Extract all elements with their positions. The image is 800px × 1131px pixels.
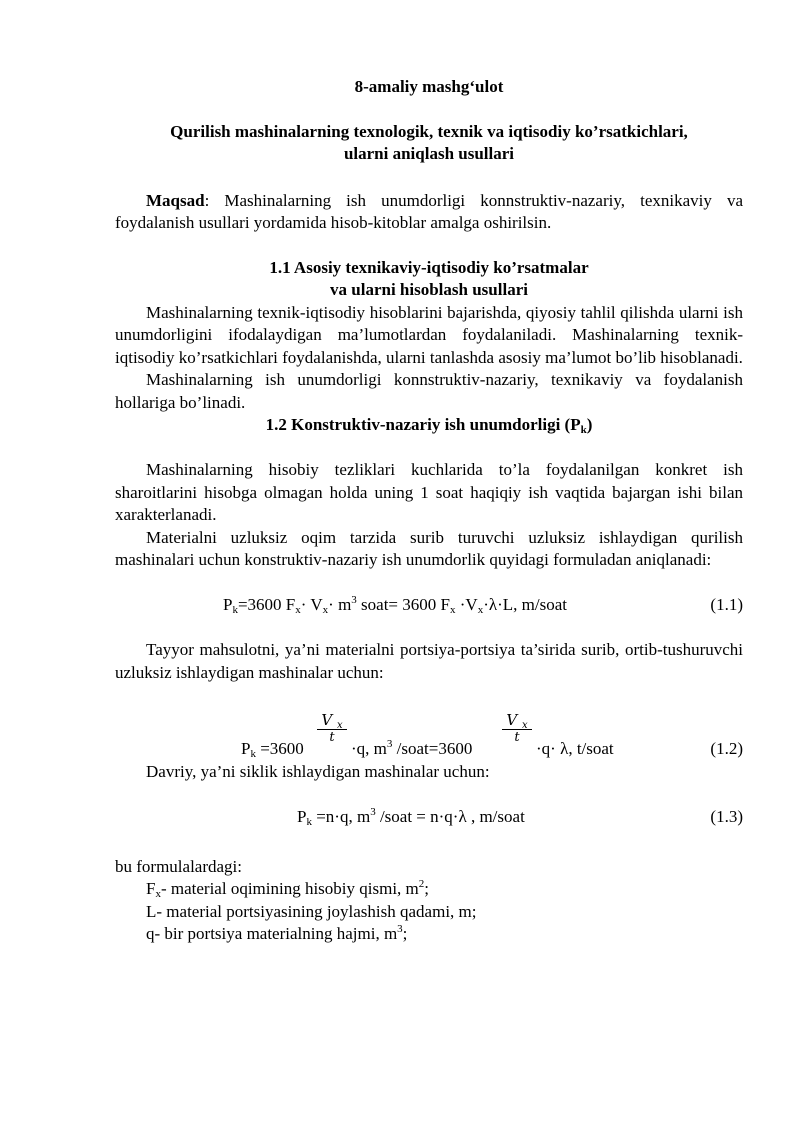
formula-1-3-expression: $P_k =n\cdot q$, $m^3$ /soat = n·q·λ , m/soat xyxy=(297,806,525,828)
formula-1-2 xyxy=(115,694,743,766)
formula-1-3 xyxy=(115,806,743,829)
section-1-1-paragraph-2: Mashinalarning ish unumdorligi konnstruktiv-nazariy, texnikaviy va foydalanish hollariga bo’linadi. xyxy=(115,370,743,412)
formula-1-1 xyxy=(115,594,743,617)
legend-intro: bu formulalardagi: xyxy=(115,856,242,876)
section-1-1-heading-line-1: 1.1 Asosiy texnikaviy-iqtisodiy ko’rsatmalar xyxy=(269,257,589,277)
section-1-2-heading xyxy=(115,414,743,437)
lesson-heading: 8-amaliy mashg‘ulot xyxy=(354,77,504,96)
section-1-1-heading-line-2: va ularni hisoblash usullari xyxy=(330,280,528,299)
formula-1-2-fraction-2: V $_x$ t xyxy=(500,712,534,745)
title-line-2: ularni aniqlash usullari xyxy=(343,144,515,163)
legend-item-fx: $F_x-$ material oqimining hisobiy qismi, $m^2$; xyxy=(146,878,430,900)
section-1-2-paragraph-3: Tayyor mahsulotni, ya’ni materialni portsiya-portsiya ta’sirida surib, ortib-tushuruvchi uzluksiz ishlaydigan mashinalar uchun: xyxy=(115,640,743,682)
section-1-2-paragraph-2: Materialni uzluksiz oqim tarzida surib turuvchi uzluksiz ishlaydigan qurilish mashinalari uchun konstruktiv-nazariy ish unumdorlik quyidagi formuladan aniqlanadi: xyxy=(115,527,743,569)
formula-1-2-number: (1.2) xyxy=(710,739,743,758)
section-1-2-heading-end: ) xyxy=(586,415,593,434)
section-1-2-paragraph-1: Mashinalarning hisobiy tezliklari kuchlarida to’la foydalanilgan konkret ish sharoitlarini hisobga olmagan holda uning 1 soat haqiqiy ish vaqtida bajargan ishi bilan xarakterlanadi. xyxy=(115,460,743,524)
formula-1-1-number: (1.1) xyxy=(710,595,743,614)
document-page xyxy=(115,76,743,946)
goal-paragraph xyxy=(115,190,743,235)
formula-1-1-expression: $P_k=3600$ $F_x\cdot V_x\cdot m^3$ soat= 3600 $F_x \cdot V_x\cdot\lambda\cdot L$, m/soat xyxy=(223,594,567,616)
formula-1-2-middle: ·q, $m^3$ /soat=3600 xyxy=(351,738,473,758)
formula-1-2-fraction-1: V $_x$ t xyxy=(315,712,349,745)
formula-1-3-number: (1.3) xyxy=(710,807,743,826)
goal-text: : Mashinalarning ish unumdorligi konnstruktiv-nazariy, texnikaviy va foydalanish usullari yordamida hisob-kitoblar amalga oshirilsin. xyxy=(115,190,743,232)
formula-1-2-right: ·q· λ, t/soat xyxy=(536,739,614,758)
section-1-1-heading xyxy=(115,257,743,302)
section-1-2-heading-sub: k xyxy=(580,424,587,436)
document-title xyxy=(115,121,743,166)
legend-item-q: q- bir portsiya materialning hajmi, $m^3$; xyxy=(146,923,408,943)
goal-label: Maqsad xyxy=(146,190,205,210)
section-1-1-paragraph-1: Mashinalarning texnik-iqtisodiy hisoblarini bajarishda, qiyosiy tahlil qilishda ularni ish unumdorligini ifodalaydigan ma’lumotlardan foydalaniladi. Mashinalarning texnik-iqtisodiy ko’rsatkichlari foydalanishda, ularni tanlashda asosiy ma’lumot bo’lib hisoblanadi. xyxy=(115,302,743,367)
formula-1-2-left: $P_k =3600$ xyxy=(241,739,304,760)
legend-item-l: L- material portsiyasining joylashish qadami, m; xyxy=(146,901,477,921)
title-line-1: Qurilish mashinalarning texnologik, texnik va iqtisodiy ko’rsatkichlari, xyxy=(170,121,688,141)
section-1-2-heading-text: 1.2 Konstruktiv-nazariy ish unumdorligi (P xyxy=(265,415,581,434)
section-1-2-paragraph-4: Davriy, ya’ni siklik ishlaydigan mashinalar uchun: xyxy=(146,762,490,781)
